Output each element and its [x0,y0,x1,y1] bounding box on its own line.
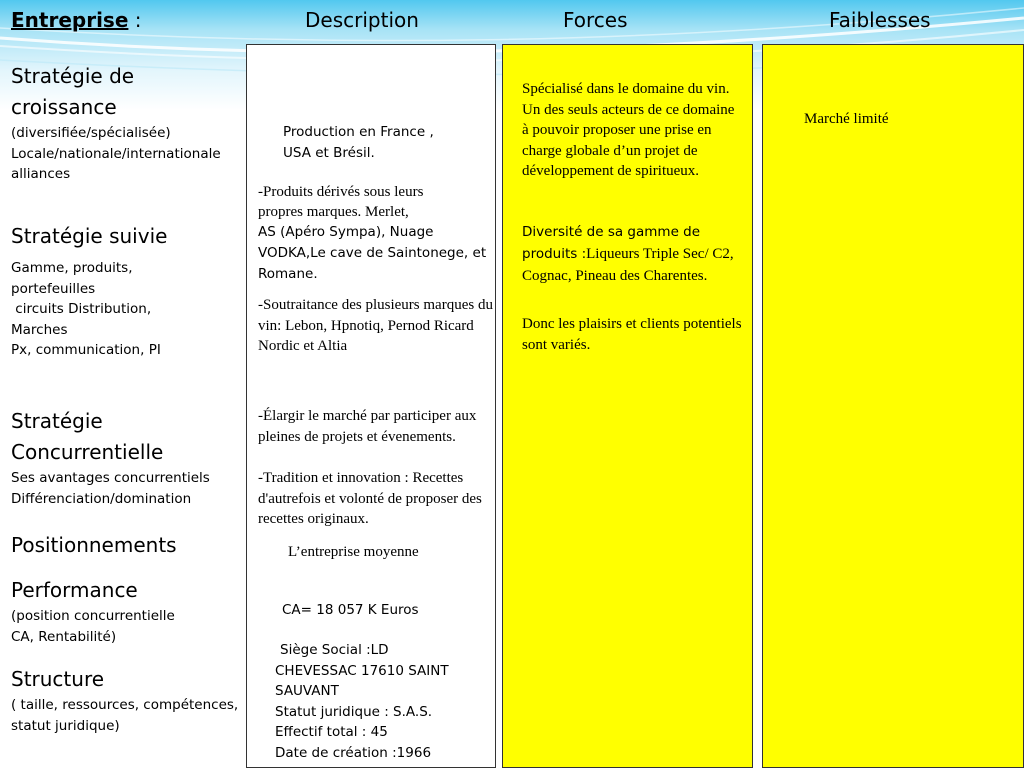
section-concurrentielle [11,406,210,509]
structure-info-line: Siège Social :LD [280,642,389,658]
suivie-line: Marches [11,321,68,338]
structure-info-line: Statut juridique : S.A.S. [275,703,433,720]
section-structure [11,664,238,736]
section-positionnements [11,530,177,561]
entreprise-colon: : [128,8,142,32]
header-description: Description [305,8,419,32]
description-ca: CA= 18 057 K Euros [282,602,419,618]
positionnements-title: Positionnements [11,533,177,557]
header-faiblesses: Faiblesses [829,8,931,32]
description-produits [258,182,490,285]
croissance-line: Locale/nationale/internationale [11,145,221,162]
suivie-title: Stratégie suivie [11,224,168,248]
description-structure [275,640,449,763]
structure-info-line: CHEVESSAC 17610 SAINT [275,662,449,679]
faiblesses-marche: Marché limité [804,111,889,127]
diversite-sans: Diversité de sa gamme de produits : [522,224,701,262]
header-entreprise [11,8,142,32]
production-line: USA et Brésil. [283,145,375,161]
forces-diversite [522,221,742,287]
suivie-line: portefeuilles [11,280,96,297]
diversite-serif: Liqueurs Triple Sec/ C2, Cognac, Pineau des Charentes. [522,246,734,284]
description-production [283,122,434,164]
structure-line: statut juridique) [11,717,120,734]
performance-line: CA, Rentabilité) [11,628,117,645]
forces-specialise: Spécialisé dans le domaine du vin. Un des seuls acteurs de ce domaine à pouvoir proposer une prise en charge globale d’un projet de développement de spiritueux. [522,81,735,179]
produits-serif: -Produits dérivés sous leurs propres marques. Merlet, [258,184,424,220]
entreprise-label: Entreprise [11,8,129,32]
header-forces: Forces [563,8,628,32]
suivie-line: Px, communication, PI [11,342,161,358]
production-line: Production en France , [283,124,434,140]
croissance-title: Stratégie de croissance [11,64,135,119]
description-tradition: -Tradition et innovation : Recettes d'autrefois et volonté de proposer des recettes originaux. [258,470,482,527]
concurrentielle-line: Différenciation/domination [11,490,192,507]
structure-title: Structure [11,667,105,691]
section-croissance [11,61,241,185]
structure-info-line: Date de création :1966 [275,744,432,761]
produits-sans: AS (Apéro Sympa), Nuage VODKA,Le cave de Saintonege, et Romane. [258,224,487,282]
description-elargir: -Élargir le marché par participer aux pleines de projets et évenements. [258,408,477,445]
section-suivie [11,221,167,361]
structure-info-line: Effectif total : 45 [275,724,388,740]
suivie-line: Gamme, produits, [11,260,133,276]
concurrentielle-title: Stratégie Concurrentielle [11,409,164,464]
croissance-line: alliances [11,166,71,182]
description-moyenne: L’entreprise moyenne [288,544,419,560]
croissance-line: (diversifiée/spécialisée) [11,125,171,141]
description-soutraitance: -Soutraitance des plusieurs marques du vin: Lebon, Hpnotiq, Pernod Ricard Nordic et Altia [258,297,493,354]
suivie-line: circuits Distribution, [11,301,152,317]
section-performance [11,575,175,647]
structure-info-line: SAUVANT [275,683,339,699]
performance-line: (position concurrentielle [11,608,175,624]
performance-title: Performance [11,578,138,602]
concurrentielle-line: Ses avantages concurrentiels [11,470,210,486]
forces-donc: Donc les plaisirs et clients potentiels sont variés. [522,316,742,353]
faiblesses-box [762,44,1024,768]
structure-line: ( taille, ressources, compétences, [11,697,239,713]
